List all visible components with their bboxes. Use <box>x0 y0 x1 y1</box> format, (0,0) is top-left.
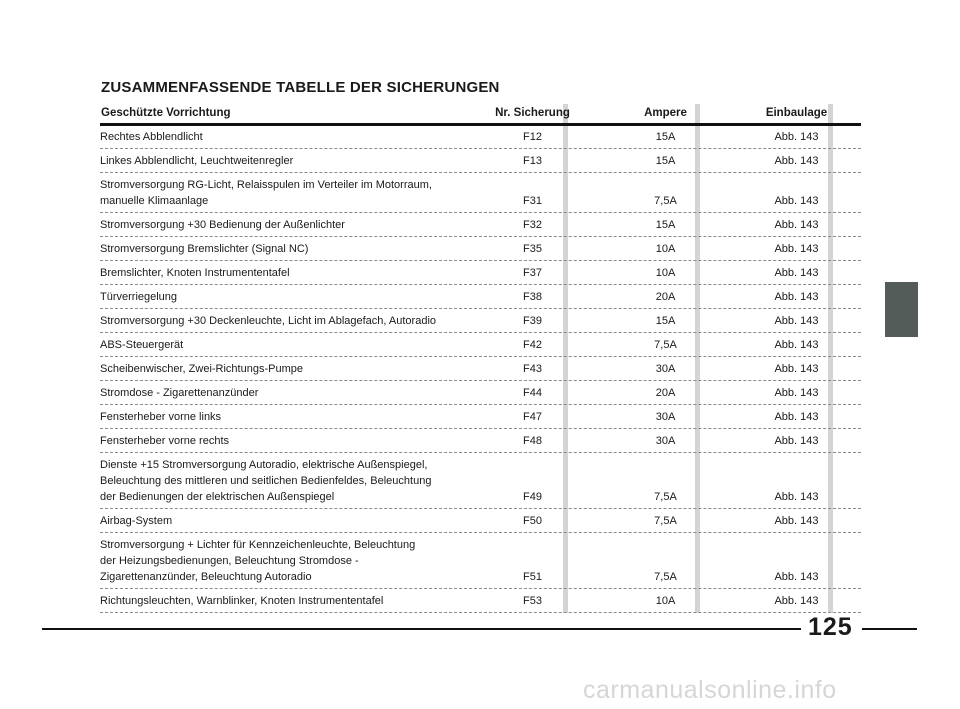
cell-device: Stromversorgung +30 Deckenleuchte, Licht im Ablagefach, Autoradio <box>100 315 437 327</box>
cell-ampere: 7,5A <box>654 195 677 207</box>
cell-ampere: 15A <box>655 131 676 143</box>
table-row <box>100 309 861 333</box>
cell-ampere: 7,5A <box>654 339 677 351</box>
cell-fuse: F13 <box>523 155 542 167</box>
cell-ampere: 10A <box>655 595 676 607</box>
cell-ampere: 15A <box>655 315 676 327</box>
table-body <box>100 125 861 613</box>
cell-device: Stromversorgung Bremslichter (Signal NC) <box>100 243 309 255</box>
page-number: 125 <box>808 613 853 641</box>
cell-device: Stromversorgung RG-Licht, Relaisspulen im Verteiler im Motorraum, manuelle Klimaanlage <box>100 179 432 207</box>
cell-fuse: F50 <box>523 515 542 527</box>
cell-device: Stromversorgung +30 Bedienung der Außenlichter <box>100 219 345 231</box>
cell-device: Rechtes Abblendlicht <box>100 131 203 143</box>
cell-device: Türverriegelung <box>100 291 178 303</box>
cell-location: Abb. 143 <box>774 195 819 207</box>
cell-fuse: F35 <box>523 243 542 255</box>
cell-device: Fensterheber vorne links <box>100 411 222 423</box>
cell-fuse: F44 <box>523 387 542 399</box>
cell-location: Abb. 143 <box>774 267 819 279</box>
cell-ampere: 7,5A <box>654 515 677 527</box>
table-row <box>100 213 861 237</box>
footer-rule-left <box>42 628 801 630</box>
cell-ampere: 15A <box>655 155 676 167</box>
cell-fuse: F31 <box>523 195 542 207</box>
cell-location: Abb. 143 <box>774 411 819 423</box>
cell-fuse: F43 <box>523 363 542 375</box>
header-fuse: Nr. Sicherung <box>495 107 570 119</box>
cell-device: Scheibenwischer, Zwei-Richtungs-Pumpe <box>100 363 303 375</box>
cell-location: Abb. 143 <box>774 219 819 231</box>
cell-location: Abb. 143 <box>774 435 819 447</box>
cell-location: Abb. 143 <box>774 363 819 375</box>
cell-location: Abb. 143 <box>774 491 819 503</box>
table-row <box>100 453 861 509</box>
cell-fuse: F32 <box>523 219 542 231</box>
cell-fuse: F37 <box>523 267 542 279</box>
table-row <box>100 237 861 261</box>
cell-ampere: 10A <box>655 267 676 279</box>
cell-ampere: 30A <box>655 363 676 375</box>
cell-device: Stromversorgung + Lichter für Kennzeichenleuchte, Beleuchtung der Heizungsbedienungen, Beleuchtung Stromdose - Zigarettenanzünder, Beleuchtung Autoradio <box>100 539 416 583</box>
table-row <box>100 381 861 405</box>
cell-device: Dienste +15 Stromversorgung Autoradio, elektrische Außenspiegel, Beleuchtung des mittleren und seitlichen Bedienfeldes, Beleuchtung der Bedienungen der elektrischen Außenspiegel <box>100 459 432 503</box>
cell-ampere: 7,5A <box>654 571 677 583</box>
cell-fuse: F47 <box>523 411 542 423</box>
cell-fuse: F51 <box>523 571 542 583</box>
table-header <box>100 104 861 125</box>
cell-device: Richtungsleuchten, Warnblinker, Knoten Instrumententafel <box>100 595 384 607</box>
cell-location: Abb. 143 <box>774 515 819 527</box>
cell-ampere: 30A <box>655 435 676 447</box>
cell-location: Abb. 143 <box>774 339 819 351</box>
table-row <box>100 509 861 533</box>
cell-location: Abb. 143 <box>774 595 819 607</box>
cell-ampere: 7,5A <box>654 491 677 503</box>
cell-ampere: 10A <box>655 243 676 255</box>
footer-rule-right <box>862 628 917 630</box>
cell-fuse: F53 <box>523 595 542 607</box>
cell-fuse: F38 <box>523 291 542 303</box>
cell-device: ABS-Steuergerät <box>100 339 184 351</box>
page-title: ZUSAMMENFASSENDE TABELLE DER SICHERUNGEN <box>101 79 500 96</box>
cell-ampere: 30A <box>655 411 676 423</box>
table-row <box>100 429 861 453</box>
header-location: Einbaulage <box>765 107 828 119</box>
cell-fuse: F42 <box>523 339 542 351</box>
table-row <box>100 533 861 589</box>
cell-location: Abb. 143 <box>774 155 819 167</box>
table-row <box>100 149 861 173</box>
cell-location: Abb. 143 <box>774 243 819 255</box>
cell-fuse: F49 <box>523 491 542 503</box>
table-row <box>100 589 861 613</box>
table-row <box>100 261 861 285</box>
table-row <box>100 405 861 429</box>
cell-location: Abb. 143 <box>774 387 819 399</box>
cell-device: Stromdose - Zigarettenanzünder <box>100 387 259 399</box>
table-row <box>100 333 861 357</box>
table-row <box>100 173 861 213</box>
cell-location: Abb. 143 <box>774 131 819 143</box>
cell-fuse: F39 <box>523 315 542 327</box>
cell-device: Linkes Abblendlicht, Leuchtweitenregler <box>100 155 294 167</box>
cell-location: Abb. 143 <box>774 315 819 327</box>
table-row <box>100 285 861 309</box>
cell-location: Abb. 143 <box>774 291 819 303</box>
cell-ampere: 20A <box>655 291 676 303</box>
cell-device: Bremslichter, Knoten Instrumententafel <box>100 267 290 279</box>
cell-ampere: 20A <box>655 387 676 399</box>
table-row <box>100 357 861 381</box>
cell-device: Fensterheber vorne rechts <box>100 435 230 447</box>
header-device: Geschützte Vorrichtung <box>101 107 231 119</box>
watermark: carmanualsonline.info <box>583 676 837 704</box>
cell-fuse: F48 <box>523 435 542 447</box>
section-tab <box>885 282 918 337</box>
fuse-table <box>100 104 861 613</box>
cell-device: Airbag-System <box>100 515 173 527</box>
table-row <box>100 125 861 149</box>
cell-ampere: 15A <box>655 219 676 231</box>
header-ampere: Ampere <box>644 107 687 119</box>
cell-location: Abb. 143 <box>774 571 819 583</box>
cell-fuse: F12 <box>523 131 542 143</box>
